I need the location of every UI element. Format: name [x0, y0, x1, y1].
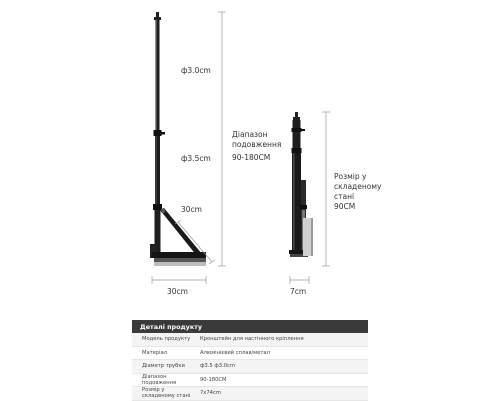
- row-value: ф3.5 ф3.0cm: [196, 360, 368, 374]
- table-row: [132, 387, 368, 401]
- folded-width-label: 7cm: [290, 287, 307, 296]
- table-row: [132, 346, 368, 360]
- extended-stand: [150, 12, 206, 266]
- tube-bottom-diameter-label: ф3.5cm: [181, 154, 211, 163]
- row-key: Модель продукту: [132, 333, 196, 346]
- arm-length-label: 30cm: [181, 205, 202, 214]
- folded-size-title: Розмір у складеному стані: [334, 172, 382, 202]
- extension-range-title: Діапазон подовження: [232, 130, 282, 150]
- row-key: Діаметр трубки: [132, 360, 196, 374]
- base-width-dimension: [152, 276, 206, 284]
- folded-stand: [289, 112, 313, 257]
- product-details-table: [132, 320, 368, 401]
- tube-top-diameter-label: ф3.0cm: [181, 66, 211, 75]
- extension-dimension: [218, 12, 226, 266]
- table-row: [132, 373, 368, 387]
- row-value: 90-180CM: [196, 373, 368, 387]
- row-value: Кронштейн для настінного кріплення: [196, 333, 368, 346]
- base-width-label: 30cm: [167, 287, 188, 296]
- row-key: Матеріал: [132, 346, 196, 360]
- row-value: Алюмінієвий сплав/метал: [196, 346, 368, 360]
- row-value: 7x74cm: [196, 387, 368, 401]
- table-row: [132, 333, 368, 346]
- row-key: Діапазон подовження: [132, 373, 196, 387]
- table-title: Деталі продукту: [132, 320, 368, 333]
- row-key: Розмір у складеному стані: [132, 387, 196, 401]
- folded-size-dimension: [322, 112, 330, 266]
- extension-range-value: 90-180CM: [232, 153, 271, 162]
- folded-size-value: 90CM: [334, 202, 356, 211]
- folded-width-dimension: [290, 276, 309, 284]
- table-row: [132, 360, 368, 374]
